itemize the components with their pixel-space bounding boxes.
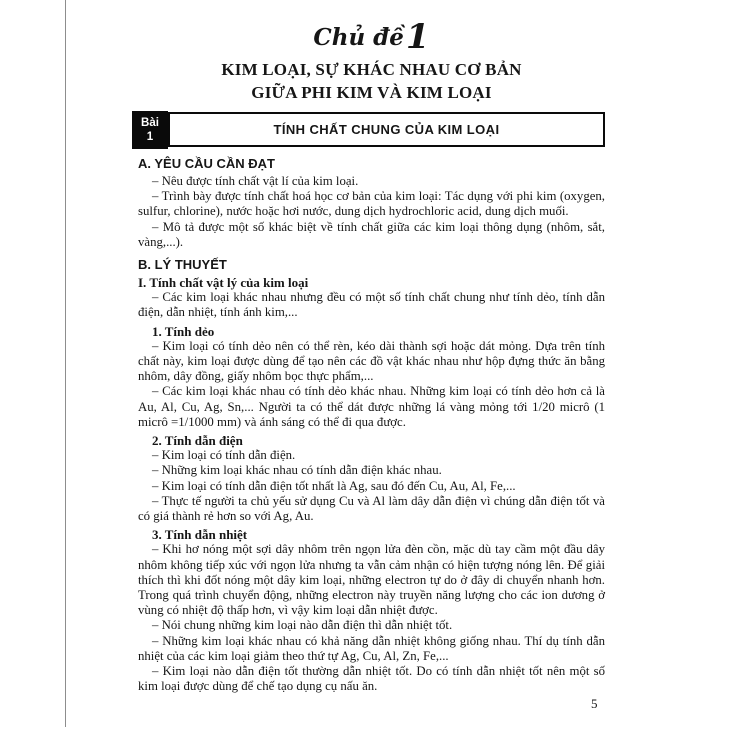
lesson-title: TÍNH CHẤT CHUNG CỦA KIM LOẠI bbox=[273, 122, 500, 137]
topic3-heading: 3. Tính dẫn nhiệt bbox=[152, 527, 248, 543]
section-a-paragraph-2: – Trình bày được tính chất hoá học cơ bản của kim loại: Tác dụng với phi kim (oxygen, sulfur, chlorine), nước hoặc hơi nước, dung dịch hydrochloric acid, dung dịch muối. bbox=[138, 189, 605, 219]
lesson-badge-label: Bài bbox=[141, 117, 159, 129]
topic-header bbox=[138, 17, 605, 57]
section-b-intro-paragraph: – Các kim loại khác nhau nhưng đều có một số tính chất chung như tính dẻo, tính dẫn điện, dẫn nhiệt, tính ánh kim,... bbox=[138, 290, 605, 320]
page-number: 5 bbox=[591, 696, 598, 711]
topic-number: 1 bbox=[405, 17, 430, 57]
topic-title-line1: KIM LOẠI, SỰ KHÁC NHAU CƠ BẢN bbox=[221, 60, 522, 79]
topic2-heading: 2. Tính dẫn điện bbox=[152, 433, 243, 449]
topic3-paragraph-3: – Những kim loại khác nhau có khả năng dẫn nhiệt không giống nhau. Thí dụ tính dẫn nhiệt của các kim loại giảm theo thứ tự Ag, Cu, Al, Zn, Fe,... bbox=[138, 633, 605, 663]
section-a-paragraph-1: – Nêu được tính chất vật lí của kim loại. bbox=[152, 174, 359, 188]
page-edge-line bbox=[65, 0, 66, 727]
lesson-badge-number: 1 bbox=[146, 131, 154, 143]
topic-label: Chủ đề bbox=[313, 24, 404, 51]
topic1-heading: 1. Tính dẻo bbox=[152, 323, 215, 339]
lesson-badge bbox=[132, 111, 168, 149]
lesson-header bbox=[132, 111, 605, 149]
section-b-subheading: I. Tính chất vật lý của kim loại bbox=[138, 275, 309, 291]
topic2-paragraph-1: – Kim loại có tính dẫn điện. bbox=[152, 448, 296, 463]
topic1-paragraph-2: – Các kim loại khác nhau có tính dẻo khác nhau. Những kim loại có tính dẻo hơn cả là Au, Al, Cu, Ag, Sn,... Người ta có thể dát được những lá vàng mỏng tới 1/20 micrô (1 micrô =1/1000 mm) và ánh sáng có thể đi qua được. bbox=[138, 384, 605, 429]
section-a-paragraph-3: – Mô tả được một số khác biệt về tính chất giữa các kim loại thông dụng (nhôm, sắt, vàng,...). bbox=[138, 219, 605, 249]
topic-title-line2: GIỮA PHI KIM VÀ KIM LOẠI bbox=[251, 83, 492, 102]
topic3-paragraph-4: – Kim loại nào dẫn điện tốt thường dẫn nhiệt tốt. Do có tính dẫn nhiệt tốt nên một số kim loại được dùng để chế tạo dụng cụ nấu ăn. bbox=[138, 664, 605, 694]
topic1-paragraph-1: – Kim loại có tính dẻo nên có thể rèn, kéo dài thành sợi hoặc dát mỏng. Dựa trên tính chất này, kim loại được dùng để tạo nên các đồ vật khác nhau như hộp đựng thức ăn bằng nhôm, dây đồng, giấy nhôm bọc thực phẩm,... bbox=[138, 338, 605, 384]
topic2-paragraph-2: – Những kim loại khác nhau có tính dẫn điện khác nhau. bbox=[152, 463, 442, 478]
topic2-paragraph-4: – Thực tế người ta chủ yếu sử dụng Cu và Al làm dây dẫn điện vì chúng dẫn điện tốt và có giá thành rẻ hơn so với Ag, Au. bbox=[138, 493, 605, 524]
lesson-title-box bbox=[168, 112, 605, 147]
section-a-heading: A. YÊU CẦU CẦN ĐẠT bbox=[138, 156, 275, 171]
topic2-paragraph-3: – Kim loại có tính dẫn điện tốt nhất là Ag, sau đó đến Cu, Au, Al, Fe,... bbox=[152, 478, 516, 493]
topic-title bbox=[138, 58, 605, 104]
section-b-heading: B. LÝ THUYẾT bbox=[138, 257, 227, 273]
topic3-paragraph-2: – Nói chung những kim loại nào dẫn điện thì dẫn nhiệt tốt. bbox=[152, 618, 453, 633]
page-content bbox=[138, 17, 605, 695]
topic3-paragraph-1: – Khi hơ nóng một sợi dây nhôm trên ngọn lửa đèn cồn, mặc dù tay cầm một đầu dây nhôm không tiếp xúc với ngọn lửa nhưng ta vẫn cảm nhận có hiện tượng nóng lên. Để giải thích thì khi đốt nóng một dây kim loại, những electron tự do ở đây di chuyển nhanh hơn. Trong quá trình chuyển động, những electron này truyền năng lượng cho các ion dương ở vùng có nhiệt độ thấp hơn, vì vậy kim loại dẫn nhiệt được. bbox=[138, 542, 605, 618]
